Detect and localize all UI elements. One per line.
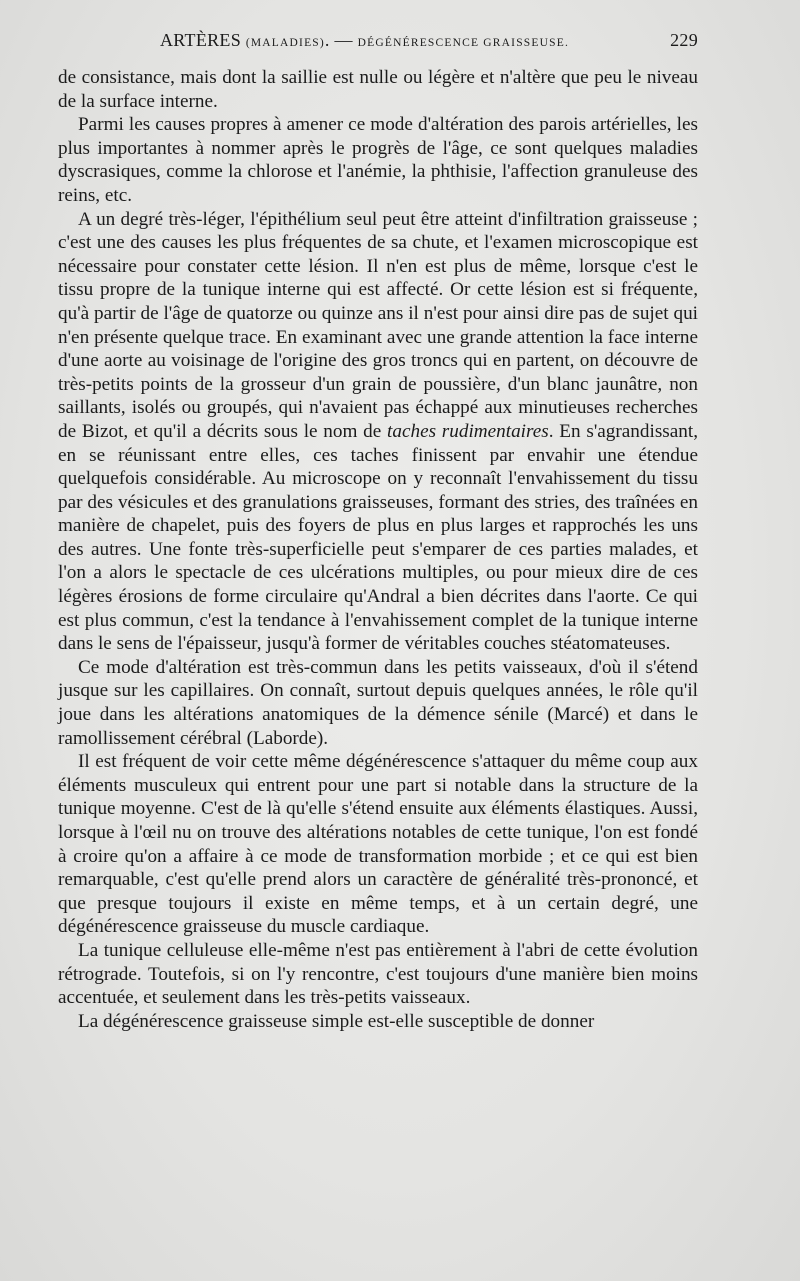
paragraph-3-part-a: A un degré très-léger, l'épithélium seul peut être atteint d'infiltration graisseuse ; c'est une des causes les plus fréquentes de sa chute, et l'examen microscopique est nécessaire pour constater cette lésion. Il n'en est plus de même, lorsque c'est le tissu propre de la tunique interne qui est affecté. Or cette lésion est si fréquente, qu'à partir de l'âge de quatorze ou quinze ans il n'est pour ainsi dire pas de sujet qui n'en présente quelque trace. En examinant avec une grande attention la face interne d'une aorte au voisinage de l'origine des gros troncs qui en partent, on découvre de très-petits points de la grosseur d'un grain de poussière, d'un blanc jaunâtre, non saillants, isolés ou groupés, qui n'avaient pas échappé aux minutieuses recherches de Bizot, et qu'il a décrits sous le nom de xyxy=(58,208,698,442)
paragraph-3-part-b: . En s'agrandissant, en se réunissant entre elles, ces taches finissent par envahir une étendue quelquefois considérable. Au microscope on y reconnaît l'envahissement du tissu par des vésicules et des granulations graisseuses, formant des stries, des traînées en manière de chapelet, puis des foyers de plus en plus larges et rapprochés les uns des autres. Une fonte très-superficielle peut s'emparer de ces parties malades, et l'on a alors le spectacle de ces ulcérations multiples, ou pour mieux dire de ces légères érosions de forme circulaire qu'Andral a bien décrites dans l'aorte. Ce qui est plus commun, c'est la tendance à l'envahissement complet de la tunique interne dans le sens de l'épaisseur, jusqu'à former de véritables couches stéatomateuses. xyxy=(58,420,698,655)
paragraph-5: Il est fréquent de voir cette même dégénérescence s'attaquer du même coup aux éléments musculeux qui entrent pour une part si notable dans la structure de la tunique moyenne. C'est de là qu'elle s'étend ensuite aux éléments élastiques. Aussi, lorsque à l'œil nu on trouve des altérations notables de cette tunique, l'on est fondé à croire qu'on a affaire à ce mode de transformation morbide ; et ce qui est bien remarquable, c'est qu'elle prend alors un caractère de généralité très-prononcé, et que presque toujours il existe en même temps, et à un certain degré, une dégénérescence graisseuse du muscle cardiaque. xyxy=(58,751,698,938)
paragraph-7: La dégénérescence graisseuse simple est-elle susceptible de donner xyxy=(78,1010,595,1032)
paragraph-4: Ce mode d'altération est très-commun dans les petits vaisseaux, d'où il s'étend jusque sur les capillaires. On connaît, surtout depuis quelques années, le rôle qu'il joue dans les altérations anatomiques de la démence sénile (Marcé) et dans le ramollissement cérébral (Laborde). xyxy=(58,656,698,749)
running-header xyxy=(58,30,698,56)
paragraph-2: Parmi les causes propres à amener ce mode d'altération des parois artérielles, les plus importantes à nommer après le progrès de l'âge, ce sont quelques maladies dyscrasiques, comme la chlorose et l'anémie, la phthisie, l'affection granuleuse des reins, etc. xyxy=(58,114,698,206)
paragraph-1: de consistance, mais dont la saillie est nulle ou légère et n'altère que peu le niveau de la surface interne. xyxy=(58,67,698,112)
header-title-sub: (MALADIES) xyxy=(245,37,325,49)
header-separator: . — xyxy=(324,30,353,50)
italic-term-taches-rudimentaires: taches rudimentaires xyxy=(387,420,549,442)
body-text xyxy=(58,66,698,1033)
paragraph-6: La tunique celluleuse elle-même n'est pas entièrement à l'abri de cette évolution rétrograde. Toutefois, si on l'y rencontre, c'est toujours d'une manière bien moins accentuée, et seulement dans les très-petits vaisseaux. xyxy=(58,939,698,1009)
header-section: DÉGÉNÉRESCENCE GRAISSEUSE. xyxy=(357,37,570,49)
paragraph-3 xyxy=(58,208,698,656)
running-title xyxy=(160,30,569,51)
page-number: 229 xyxy=(670,30,698,50)
header-title-main: ARTÈRES xyxy=(160,30,242,50)
